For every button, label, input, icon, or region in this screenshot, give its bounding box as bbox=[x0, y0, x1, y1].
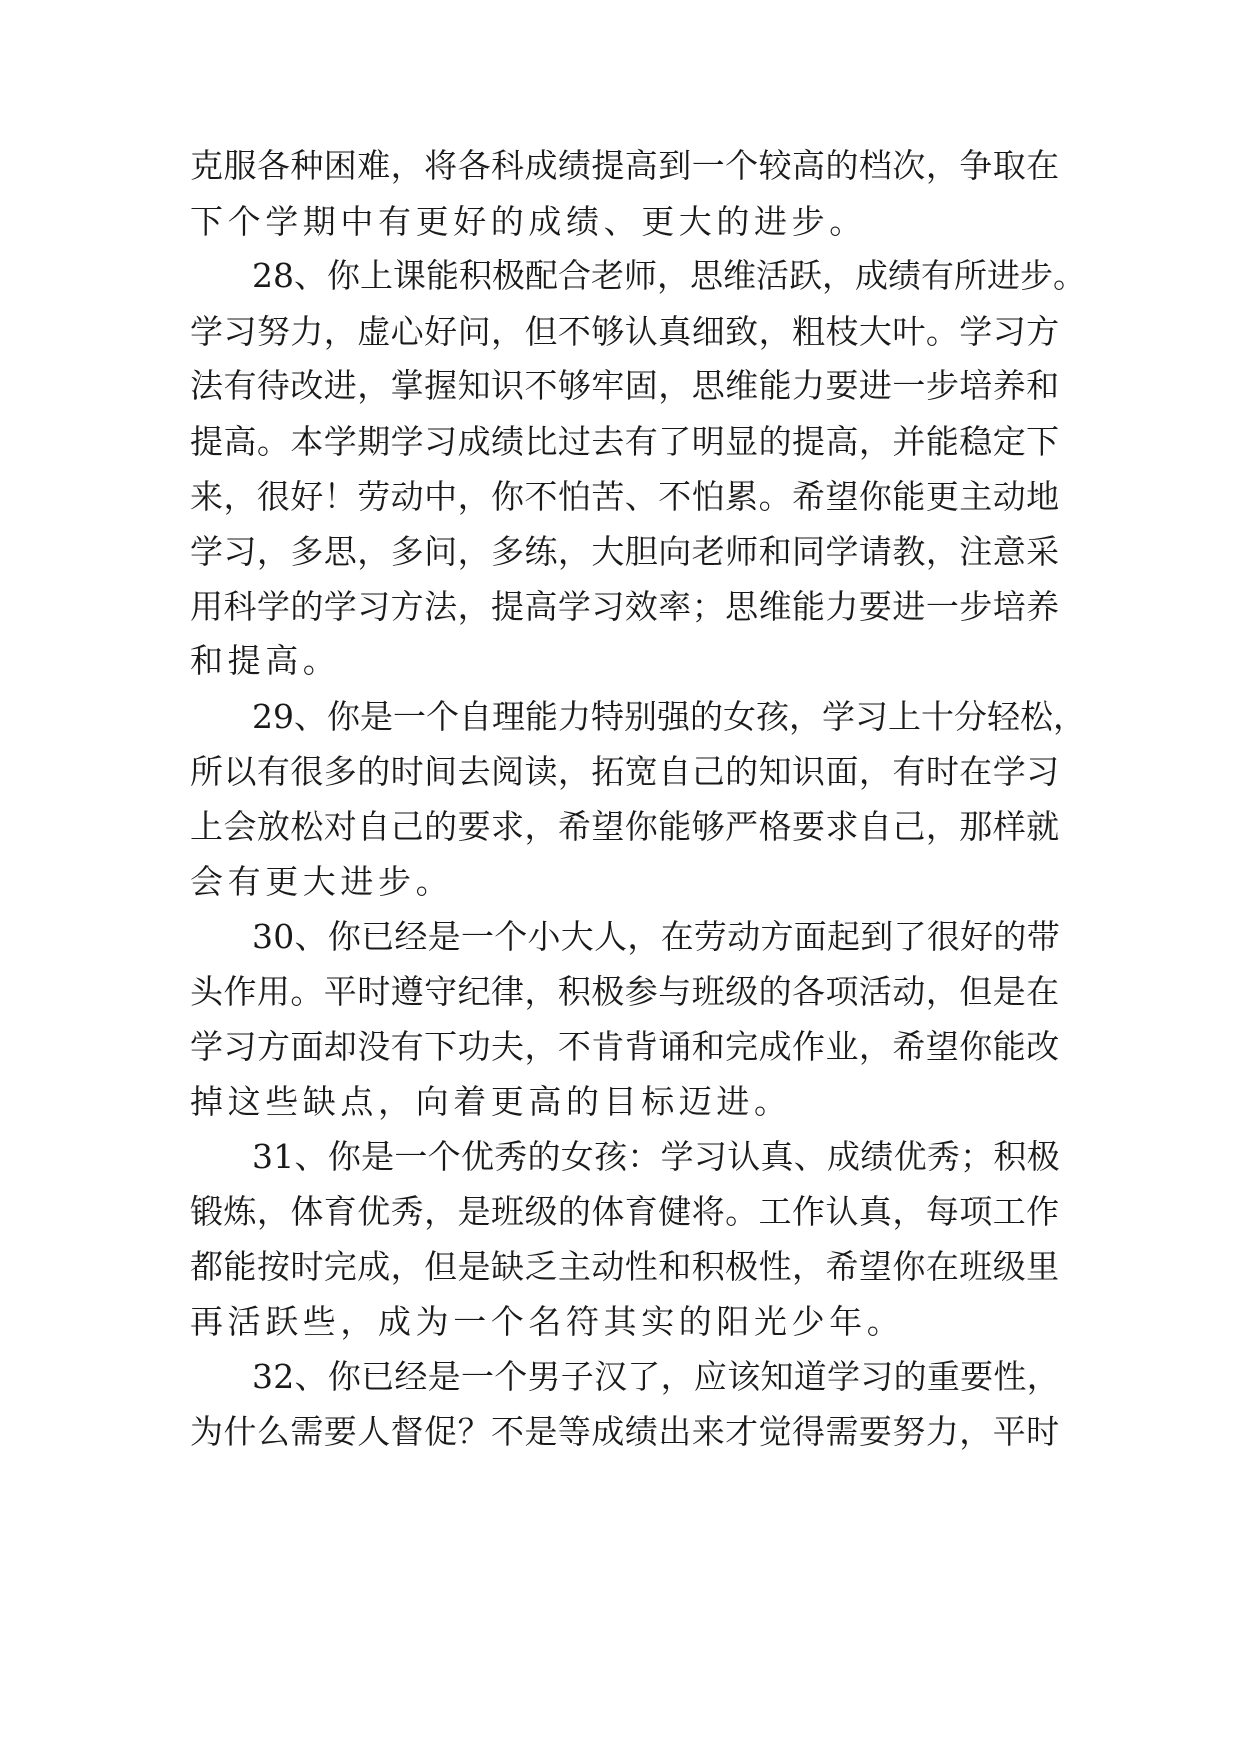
item-28-start: 28、你上课能积极配合老师，思维活跃，成绩有所进步。 bbox=[252, 256, 1086, 295]
item-31-start: 31、你是一个优秀的女孩：学习认真、成绩优秀；积极 bbox=[252, 1137, 1060, 1176]
text-line: 法有待改进，掌握知识不够牢固，思维能力要进一步培养和 bbox=[190, 366, 1060, 405]
item-29-start: 29、你是一个自理能力特别强的女孩，学习上十分轻松， bbox=[252, 697, 1086, 736]
text-line: 学习，多思，多问，多练，大胆向老师和同学请教，注意采 bbox=[190, 532, 1060, 571]
text-line: 掉这些缺点，向着更高的目标迈进。 bbox=[190, 1082, 792, 1121]
text-line: 锻炼，体育优秀，是班级的体育健将。工作认真，每项工作 bbox=[190, 1192, 1060, 1231]
text-line: 再活跃些，成为一个名符其实的阳光少年。 bbox=[190, 1302, 905, 1341]
item-32-start: 32、你已经是一个男子汉了，应该知道学习的重要性， bbox=[252, 1357, 1060, 1396]
text-line: 来，很好！劳动中，你不怕苦、不怕累。希望你能更主动地 bbox=[190, 477, 1060, 516]
text-line: 学习努力，虚心好问，但不够认真细致，粗枝大叶。学习方 bbox=[190, 312, 1060, 351]
text-line: 会有更大进步。 bbox=[190, 862, 454, 901]
text-line: 所以有很多的时间去阅读，拓宽自己的知识面，有时在学习 bbox=[190, 752, 1060, 791]
text-line: 用科学的学习方法，提高学习效率；思维能力要进一步培养 bbox=[190, 587, 1060, 626]
text-line: 和提高。 bbox=[190, 641, 341, 680]
text-line: 克服各种困难，将各科成绩提高到一个较高的档次，争取在 bbox=[190, 146, 1060, 185]
item-30-start: 30、你已经是一个小大人，在劳动方面起到了很好的带 bbox=[252, 917, 1060, 956]
text-line: 头作用。平时遵守纪律，积极参与班级的各项活动，但是在 bbox=[190, 972, 1060, 1011]
text-line: 为什么需要人督促？不是等成绩出来才觉得需要努力，平时 bbox=[190, 1412, 1060, 1451]
text-line: 下个学期中有更好的成绩、更大的进步。 bbox=[190, 202, 867, 241]
text-line: 上会放松对自己的要求，希望你能够严格要求自己，那样就 bbox=[190, 807, 1060, 846]
text-line: 都能按时完成，但是缺乏主动性和积极性，希望你在班级里 bbox=[190, 1247, 1060, 1286]
text-line: 学习方面却没有下功夫，不肯背诵和完成作业，希望你能改 bbox=[190, 1027, 1060, 1066]
text-line: 提高。本学期学习成绩比过去有了明显的提高，并能稳定下 bbox=[190, 422, 1060, 461]
